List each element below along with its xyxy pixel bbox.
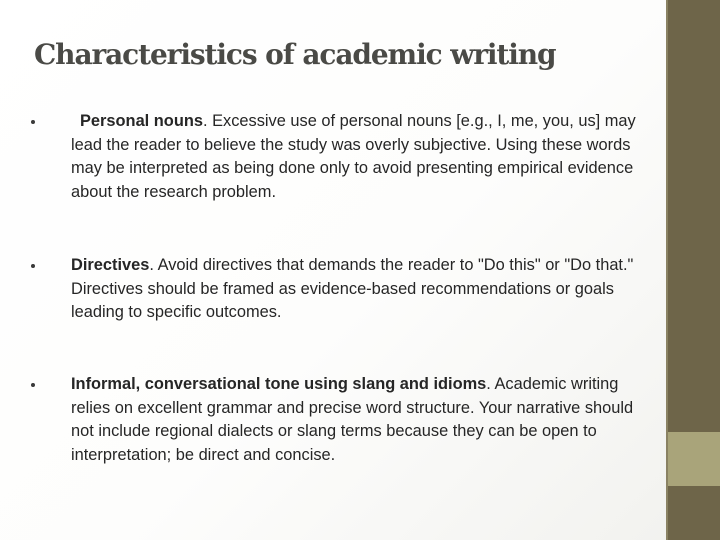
bullet-lead: Directives xyxy=(71,256,150,274)
bullet-personal-nouns xyxy=(71,110,641,204)
bullet-text: . Excessive use of personal nouns [e.g., I, me, you, us] may lead the reader to believe the study was overly subjective. Using these words may be interpreted as being done only to avoid presenting empirical evidence about the research problem. xyxy=(71,112,636,201)
bullet-text: . Avoid directives that demands the reader to "Do this" or "Do that." Directives should be framed as evidence-based recommendations or goals leading to specific outcomes. xyxy=(71,256,634,321)
bullet-informal-tone xyxy=(71,373,641,467)
bullet-directives xyxy=(71,254,641,325)
sidebar-accent-block xyxy=(668,432,720,486)
bullet-lead: Personal nouns xyxy=(80,112,203,130)
bullet-dot xyxy=(31,383,35,387)
bullet-dot xyxy=(31,264,35,268)
bullet-text: . Academic writing relies on excellent grammar and precise word structure. Your narrative should not include regional dialects or slang terms because they can be open to interpretation; be direct and concise. xyxy=(71,375,634,464)
slide-title: Characteristics of academic writing xyxy=(34,38,556,71)
bullet-lead: Informal, conversational tone using slang and idioms xyxy=(71,375,487,393)
bullet-dot xyxy=(31,120,35,124)
